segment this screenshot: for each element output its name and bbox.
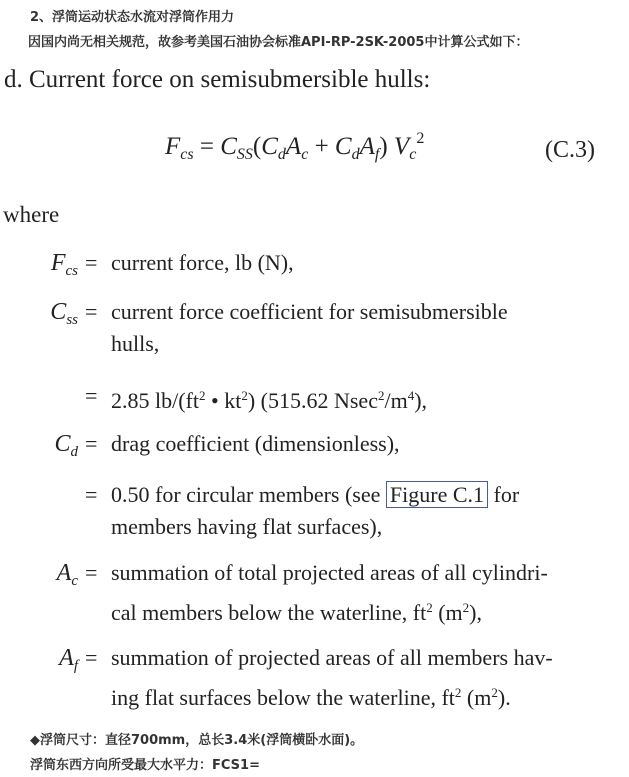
- definition-text: 2.85 $lb/(ft^2$ • $kt^2$) (515.62 $Nsec^2/m^4$),: [111, 388, 428, 413]
- equals-sign: =: [85, 383, 98, 408]
- formula-plus: +: [308, 133, 335, 160]
- definition-symbol: $C_{ss}$: [50, 299, 78, 328]
- section-title: d. Current force on semisubmersible hulls:: [4, 66, 431, 93]
- formula-symbol: F: [165, 133, 181, 160]
- definition-text: current force, lb (N),: [111, 250, 294, 275]
- formula-subscript: c: [409, 146, 417, 163]
- heading: 2、浮筒运动状态水流对浮筒作用力: [30, 10, 235, 25]
- definition-text: hulls,: [111, 331, 160, 356]
- figure-link[interactable]: Figure C.1: [386, 481, 488, 508]
- equals-sign: =: [85, 560, 98, 585]
- formula-symbol: C: [220, 133, 237, 160]
- force-line: 浮筒东西方向所受最大水平力：FCS1=: [30, 758, 260, 773]
- formula-paren: (: [252, 133, 262, 160]
- definition-text: current force coefficient for semisubmersible: [111, 299, 508, 324]
- formula-subscript: c: [301, 146, 309, 163]
- formula-paren: ): [379, 133, 394, 160]
- definition-text: summation of total projected areas of all cylindri-: [111, 560, 548, 585]
- where-label: where: [3, 202, 60, 227]
- definition-text: summation of projected areas of all members hav-: [111, 645, 553, 670]
- equals-sign: =: [85, 431, 98, 456]
- equals-sign: =: [85, 299, 98, 324]
- definition-text: cal members below the waterline, $ft^2$ $(m^2)$,: [111, 600, 482, 625]
- formula-subscript: SS: [236, 146, 253, 163]
- formula-subscript: f: [374, 146, 380, 163]
- formula: [165, 130, 424, 164]
- definition-text: 0.50 for circular members (see Figure C.1 for: [111, 482, 520, 507]
- intro-text: 因国内尚无相关规范，故参考美国石油协会标准API-RP-2SK-2005中计算公式如下：: [28, 35, 529, 50]
- equals-sign: =: [85, 645, 98, 670]
- definition-text: members having flat surfaces),: [111, 514, 383, 539]
- definition-text: drag coefficient (dimensionless),: [111, 431, 400, 456]
- equals-sign: =: [85, 250, 98, 275]
- definition-symbol: $A_f$: [59, 645, 78, 674]
- formula-symbol: C: [334, 133, 352, 160]
- formula-subscript: d: [351, 146, 360, 163]
- formula-symbol: C: [261, 133, 278, 160]
- size-line: ◆浮筒尺寸：直径700mm，总长3.4米(浮筒横卧水面)。: [30, 733, 364, 748]
- formula-subscript: d: [277, 146, 286, 163]
- definition-symbol: $F_{cs}$: [50, 250, 78, 279]
- formula-subscript: cs: [180, 146, 194, 163]
- formula-equals: =: [193, 133, 221, 160]
- equation-number: (C.3): [545, 137, 595, 163]
- formula-symbol: A: [285, 133, 302, 160]
- formula-symbol: A: [359, 133, 375, 160]
- definition-text: ing flat surfaces below the waterline, $ft^2$ $(m^2)$.: [111, 685, 511, 710]
- definition-symbol: $A_c$: [56, 560, 78, 589]
- equals-sign: =: [85, 482, 98, 507]
- definition-symbol: $C_d$: [54, 431, 78, 460]
- formula-superscript: 2: [416, 130, 425, 147]
- formula-symbol: V: [393, 133, 410, 160]
